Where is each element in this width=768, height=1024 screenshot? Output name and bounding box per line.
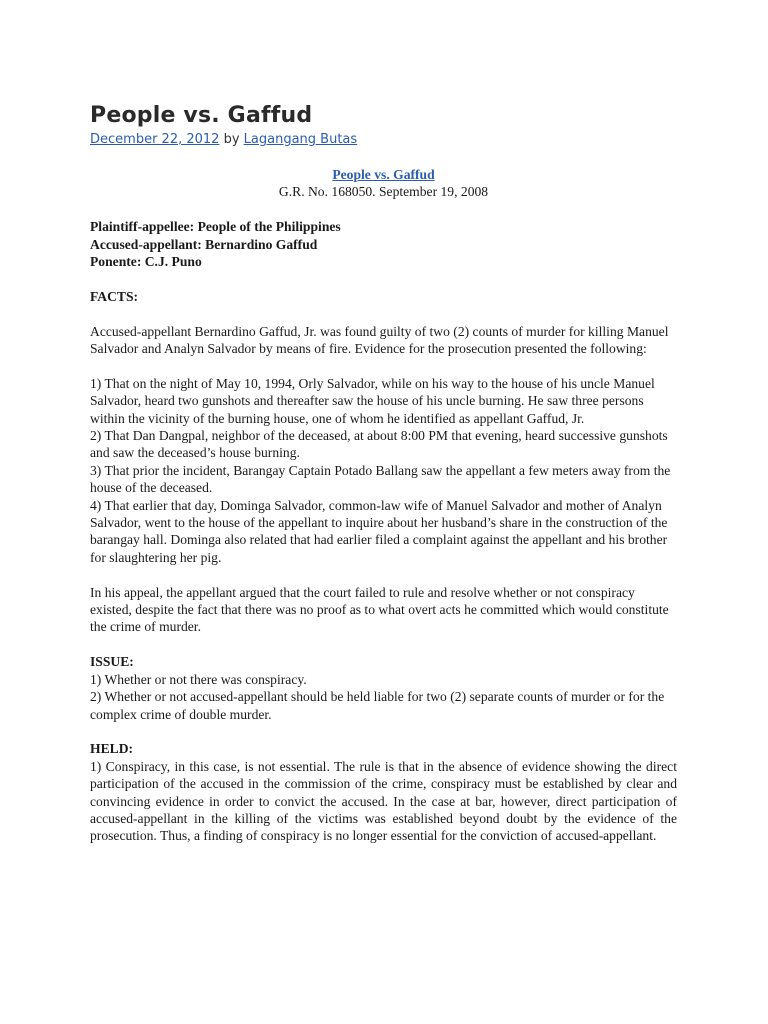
issue-item: 1) Whether or not there was conspiracy.: [90, 671, 307, 687]
plaintiff-line: Plaintiff-appellee: People of the Philippines: [90, 219, 341, 235]
case-gr-number: G.R. No. 168050. September 19, 2008: [278, 184, 489, 200]
facts-item: 2) That Dan Dangpal, neighbor of the deceased, at about 8:00 PM that evening, heard successive gunshots and saw the deceased’s house burning.: [90, 428, 668, 461]
byline: [90, 132, 357, 147]
accused-line: Accused-appellant: Bernardino Gaffud: [90, 236, 318, 252]
issue-item: 2) Whether or not accused-appellant should be held liable for two (2) separate counts of murder or for the complex crime of double murder.: [90, 689, 665, 722]
ponente-line: Ponente: C.J. Puno: [90, 254, 202, 270]
held-item: 1) Conspiracy, in this case, is not essential. The rule is that in the absence of evidence showing the direct participation of the accused in the commission of the crime, conspiracy must be established by clear and convincing evidence in order to convict the accused. In the case at bar, however, direct participation of accused-appellant in the killing of the victims was established beyond doubt by the evidence of the prosecution. Thus, a finding of conspiracy is no longer essential for the conviction of accused-appellant.: [90, 758, 677, 844]
author-link[interactable]: Lagangang Butas: [243, 132, 358, 147]
issue-heading: ISSUE:: [90, 654, 134, 670]
post-date-link[interactable]: December 22, 2012: [90, 132, 220, 147]
facts-intro: Accused-appellant Bernardino Gaffud, Jr. was found guilty of two (2) counts of murder for killing Manuel Salvador and Analyn Salvador by means of fire. Evidence for the prosecution presented the following:: [90, 323, 669, 357]
facts-item: 4) That earlier that day, Dominga Salvador, common-law wife of Manuel Salvador and mother of Analyn Salvador, went to the house of the appellant to inquire about her husband’s share in the construction of the barangay hall. Dominga also related that had earlier filed a complaint against the appellant and his brother for slaughtering her pig.: [90, 497, 668, 565]
post-body: [90, 166, 677, 845]
held-heading: HELD:: [90, 741, 134, 757]
facts-item: 1) That on the night of May 10, 1994, Orly Salvador, while on his way to the house of his uncle Manuel Salvador, heard two gunshots and thereafter saw the house of his uncle burning. He saw three persons within the vicinity of the burning house, one of whom he identified as appellant Gaffud, Jr.: [90, 375, 655, 426]
appeal-paragraph: In his appeal, the appellant argued that the court failed to rule and resolve whether or not conspiracy existed, despite the fact that there was no proof as to what overt acts he committed which would constitute the crime of murder.: [90, 584, 669, 635]
post-title: People vs. Gaffud: [90, 103, 313, 128]
facts-item: 3) That prior the incident, Barangay Captain Potado Ballang saw the appellant a few meters away from the house of the deceased.: [90, 462, 671, 496]
facts-heading: FACTS:: [90, 288, 139, 304]
byline-by: by: [223, 132, 240, 147]
case-title-link[interactable]: People vs. Gaffud: [332, 167, 435, 182]
